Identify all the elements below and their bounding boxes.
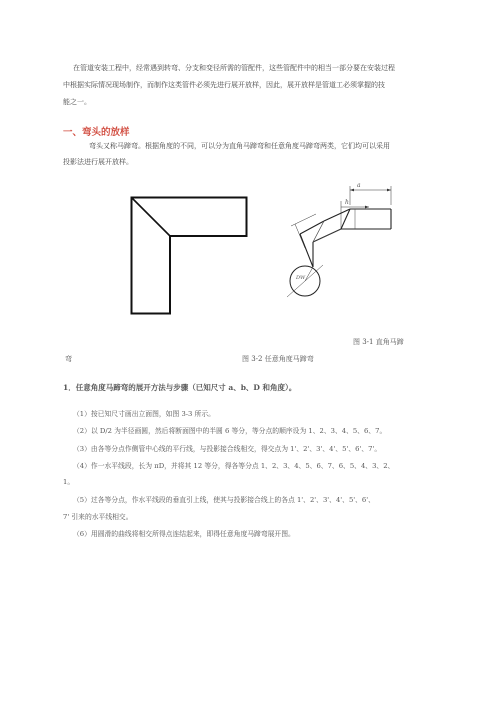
figure-caption-3-1: 图 3-1 直角马蹄	[353, 338, 404, 346]
step-4-cont: 1。	[63, 478, 75, 486]
step-4: （4）作一水平线段，长为 πD，并将其 12 等分，得各等分点 1、2、3、4、5、6、7、6、5、4、3、2、	[73, 462, 395, 470]
figure-caption-3-1-cont: 弯	[65, 355, 72, 363]
label-a: a	[357, 182, 361, 189]
step-6: （6）用圆滑的曲线将相交所得点连结起来，即得任意角度马蹄弯展开图。	[73, 530, 295, 538]
section-heading-elbow: 一、弯头的放样	[63, 127, 130, 138]
label-h: h	[345, 199, 349, 206]
figure-right-angle-elbow	[130, 196, 248, 315]
step-3: （3）由各等分点作侧管中心线的平行线，与投影接合线相交，得交点为 1'、2'、3'、4'、5'、6'、7'。	[73, 445, 382, 453]
intro-line-2: 中根据实际情况现场制作，而制作这类管件必须先进行展开放样，因此，展开放样是管道工必须掌握的技	[63, 81, 385, 89]
step-2: （2）以 D/2 为半径画圆，然后将断面图中的半圆 6 等分，等分点的顺序设为 1、2、3、4、5、6、7。	[73, 427, 387, 435]
section-para-line-1: 弯头又称马蹄弯。根据角度的不同，可以分为直角马蹄弯和任意角度马蹄弯两类，它们均可以采用	[89, 142, 390, 150]
intro-line-3: 能之一。	[63, 98, 91, 106]
intro-line-1: 在管道安装工程中，经常遇到转弯、分支和变径所需的管配件，这些管配件中的相当一部分要在安装过程	[73, 64, 395, 72]
step-1: （1）按已知尺寸画出立面图，如图 3-3 所示。	[73, 410, 215, 418]
step-5-cont: 7' 引来的水平线相交。	[63, 513, 133, 521]
figure-caption-3-2: 图 3-2 任意角度马蹄弯	[242, 355, 314, 363]
subsection-heading: 1．任意角度马蹄弯的展开方法与步骤（已知尺寸 a、b、D 和角度）。	[63, 383, 297, 392]
label-dw: DW	[296, 275, 306, 281]
step-5: （5）过各等分点，作水平线段的垂直引上线，使其与投影接合线上的各点 1'、2'、3'、4'、5'、6'、	[73, 496, 375, 504]
section-para-line-2: 投影法进行展开放样。	[63, 158, 133, 166]
figure-arbitrary-angle-elbow	[283, 181, 395, 299]
